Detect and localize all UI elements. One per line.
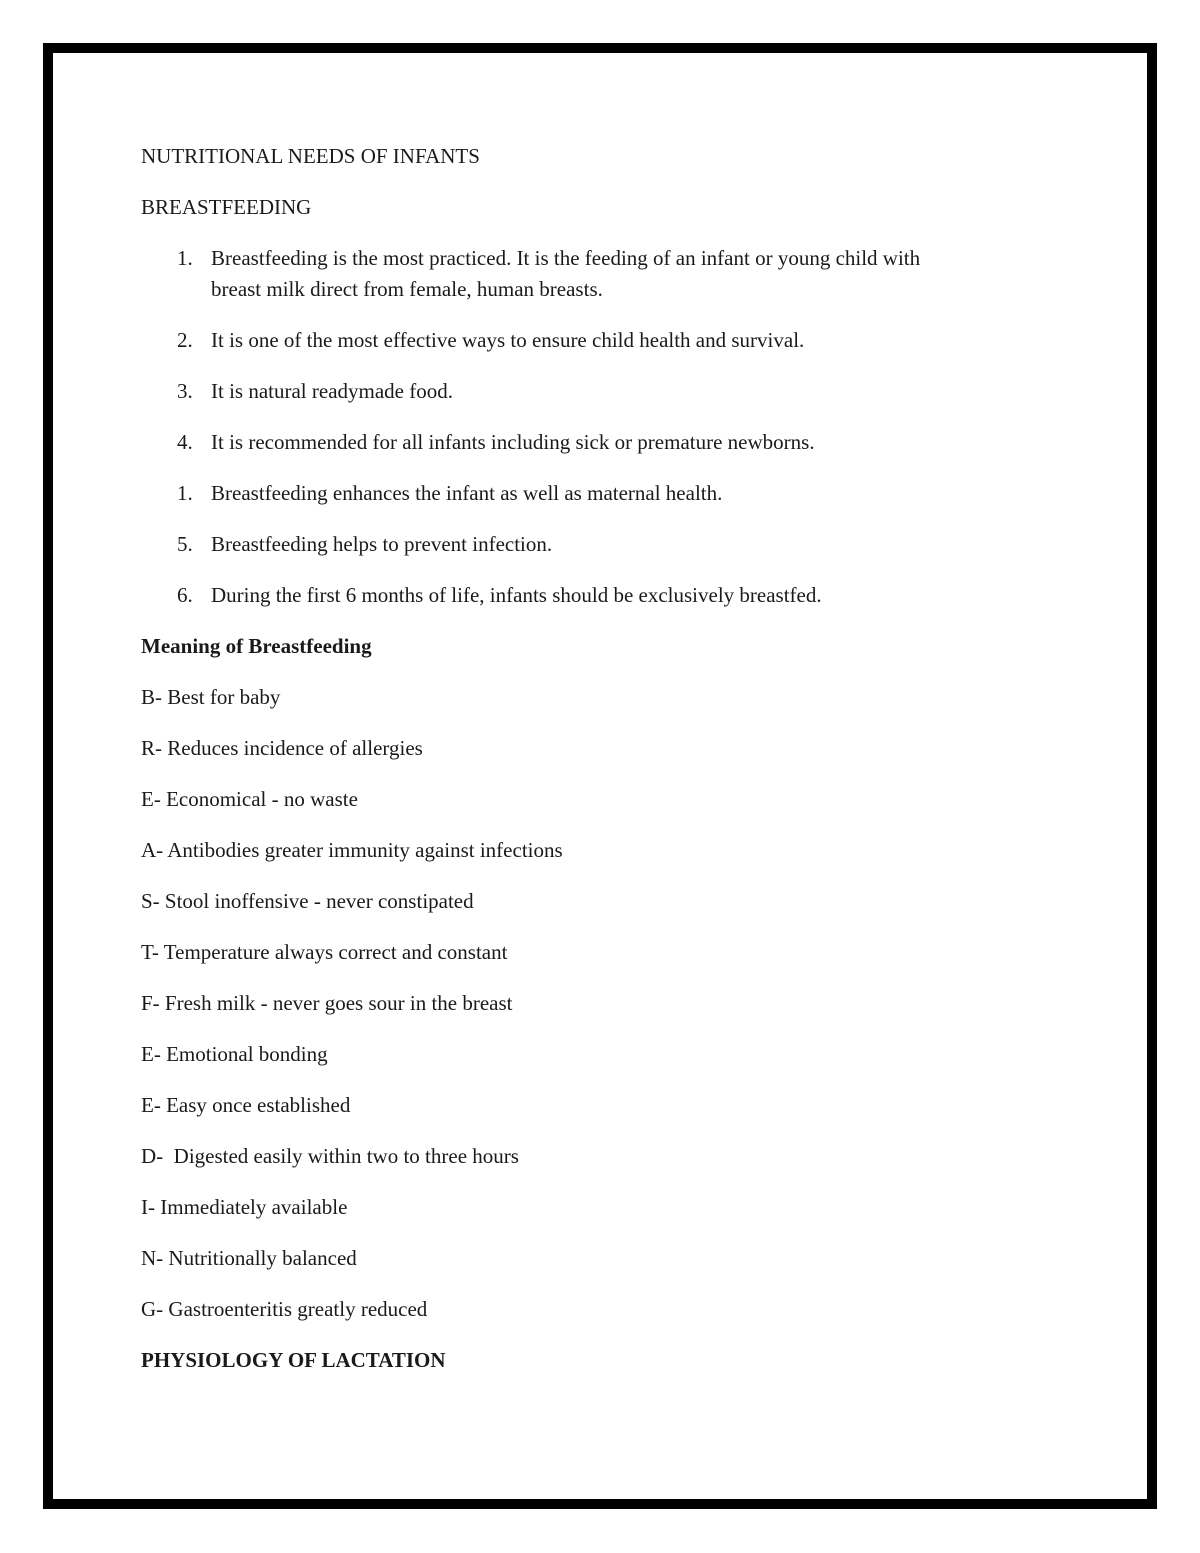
acronym-item: G- Gastroenteritis greatly reduced bbox=[141, 1297, 428, 1321]
list-item bbox=[141, 580, 1061, 611]
acronym-item: S- Stool inoffensive - never constipated bbox=[141, 889, 474, 913]
acronym-item: T- Temperature always correct and constant bbox=[141, 940, 508, 964]
acronym-item: I- Immediately available bbox=[141, 1195, 348, 1219]
list-item-text-continued: breast milk direct from female, human breasts. bbox=[211, 277, 603, 301]
list-item-number: 2. bbox=[177, 328, 193, 352]
list-item bbox=[141, 529, 1061, 560]
list-item bbox=[141, 325, 1061, 356]
list-item-text: During the first 6 months of life, infants should be exclusively breastfed. bbox=[211, 583, 822, 607]
numbered-list bbox=[141, 243, 1061, 611]
acronym-item: N- Nutritionally balanced bbox=[141, 1246, 357, 1270]
section-subtitle: BREASTFEEDING bbox=[141, 195, 312, 219]
acronym-item: A- Antibodies greater immunity against infections bbox=[141, 838, 563, 862]
acronym-item: E- Economical - no waste bbox=[141, 787, 358, 811]
list-item-text: Breastfeeding enhances the infant as well as maternal health. bbox=[211, 481, 723, 505]
list-item-number: 6. bbox=[177, 583, 193, 607]
list-item-text: It is one of the most effective ways to ensure child health and survival. bbox=[211, 328, 805, 352]
acronym-item: B- Best for baby bbox=[141, 685, 281, 709]
physiology-heading: PHYSIOLOGY OF LACTATION bbox=[141, 1348, 446, 1372]
list-item bbox=[141, 478, 1061, 509]
document-title: NUTRITIONAL NEEDS OF INFANTS bbox=[141, 144, 480, 168]
list-item-text: It is recommended for all infants including sick or premature newborns. bbox=[211, 430, 815, 454]
list-item bbox=[141, 243, 1061, 305]
acronym-item: D- Digested easily within two to three hours bbox=[141, 1144, 519, 1168]
acronym-item: E- Emotional bonding bbox=[141, 1042, 328, 1066]
acronym-item: R- Reduces incidence of allergies bbox=[141, 736, 423, 760]
list-item-number: 1. bbox=[177, 481, 193, 505]
list-item bbox=[141, 427, 1061, 458]
acronym-item: E- Easy once established bbox=[141, 1093, 351, 1117]
list-item-text: Breastfeeding helps to prevent infection. bbox=[211, 532, 553, 556]
list-item-text: Breastfeeding is the most practiced. It is the feeding of an infant or young child with bbox=[211, 246, 921, 270]
list-item-number: 5. bbox=[177, 532, 193, 556]
list-item-number: 4. bbox=[177, 430, 193, 454]
acronym-item: F- Fresh milk - never goes sour in the breast bbox=[141, 991, 513, 1015]
list-item bbox=[141, 376, 1061, 407]
acronym-list bbox=[141, 682, 1061, 1325]
list-item-number: 3. bbox=[177, 379, 193, 403]
list-item-number: 1. bbox=[177, 246, 193, 270]
meaning-heading: Meaning of Breastfeeding bbox=[141, 634, 372, 658]
list-item-text: It is natural readymade food. bbox=[211, 379, 453, 403]
document-body bbox=[141, 141, 1061, 1376]
